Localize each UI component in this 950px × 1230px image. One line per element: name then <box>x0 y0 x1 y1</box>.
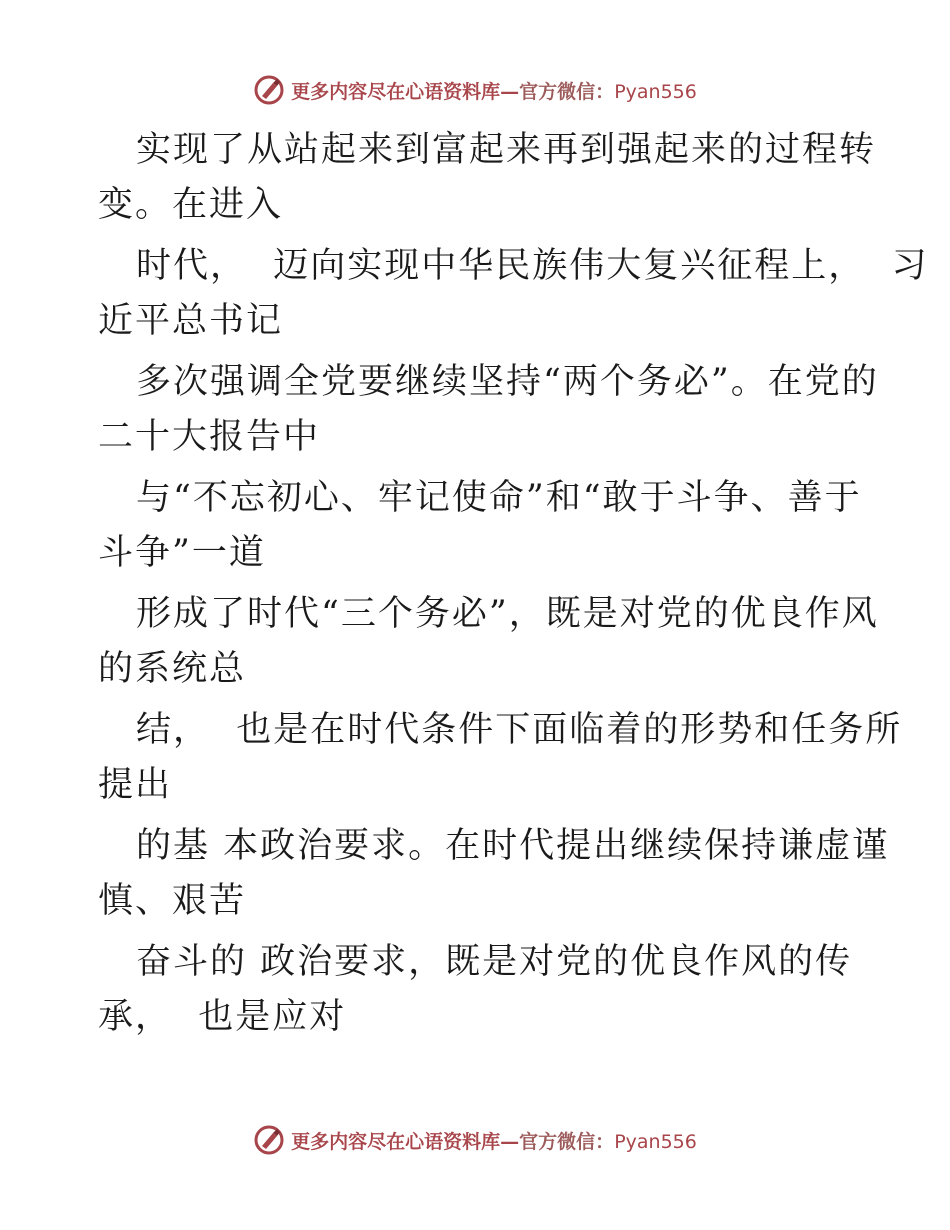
text-line: 的基 本政治要求。在时代提出继续保持谦虚谨 <box>136 826 890 866</box>
text-line: 提出 <box>98 765 173 805</box>
watermark-text: 更多内容尽在心语资料库—官方微信：Pyan556 <box>291 80 697 103</box>
text-line: 奋斗的 政治要求，既是对党的优良作风的传 <box>136 942 853 982</box>
text-line: 实现了从站起来到富起来再到强起来的过程转 <box>136 130 877 170</box>
text-line: 承， 也是应对 <box>98 997 347 1037</box>
text-line: 慎、艰苦 <box>98 881 247 921</box>
text-line: 多次强调全党要继续坚持“两个务必”。在党的 <box>136 362 879 402</box>
text-line: 斗争”一道 <box>98 533 266 573</box>
footer-watermark <box>0 1120 950 1160</box>
header-watermark <box>0 70 950 110</box>
text-line: 二十大报告中 <box>98 417 321 457</box>
text-line: 近平总书记 <box>98 301 284 341</box>
text-line: 变。在进入 <box>98 185 284 225</box>
text-line: 结， 也是在时代条件下面临着的形势和任务所 <box>136 710 903 750</box>
text-line: 的系统总 <box>98 649 247 689</box>
watermark-text: 更多内容尽在心语资料库—官方微信：Pyan556 <box>291 1130 697 1153</box>
text-line: 时代， 迈向实现中华民族伟大复兴征程上， 习 <box>136 246 929 286</box>
circular-seal-logo-icon <box>253 74 285 106</box>
text-line: 形成了时代“三个务必”，既是对党的优良作风 <box>136 594 879 634</box>
circular-seal-logo-icon <box>253 1124 285 1156</box>
text-line: 与“不忘初心、牢记使命”和“敢于斗争、善于 <box>136 478 862 518</box>
